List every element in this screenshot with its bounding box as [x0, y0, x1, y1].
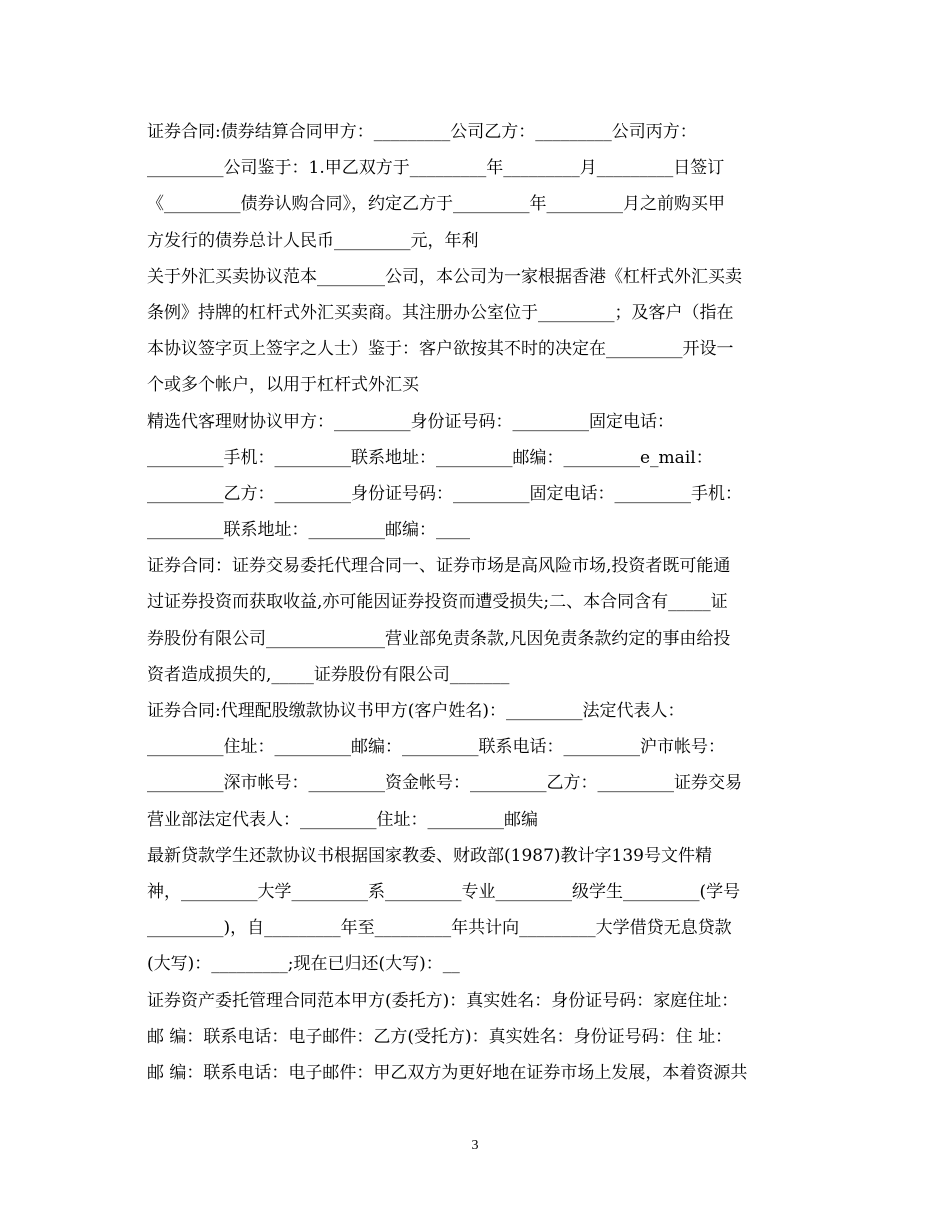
- text-line: _________深市帐号：_________资金帐号：_________乙方：_________证券交易: [147, 773, 742, 794]
- text-line: 《_________债券认购合同》，约定乙方于_________年_________月之前购买甲: [147, 194, 725, 215]
- text-line: 神，_________大学_________系_________专业_________级学生_________(学号: [147, 881, 741, 902]
- text-line: 本协议签字页上签字之人士）鉴于：客户欲按其不时的决定在_________开设一: [147, 339, 734, 360]
- text-line: (大写)：_________;现在已归还(大写)：__: [147, 954, 460, 975]
- text-line: 条例》持牌的杠杆式外汇买卖商。其注册办公室位于_________；及客户（指在: [147, 302, 734, 323]
- text-line: 精选代客理财协议甲方：_________身份证号码：_________固定电话：: [147, 411, 674, 432]
- text-line: 证券合同：证券交易委托代理合同一、证券市场是高风险市场,投资者既可能通: [147, 556, 731, 577]
- text-line: _________)，自_________年至_________年共计向_________大学借贷无息贷款: [147, 918, 732, 939]
- page-number: 3: [471, 1138, 479, 1153]
- text-line: _________公司鉴于：1.甲乙双方于_________年_________月_________日签订: [147, 158, 725, 179]
- text-line: 证券合同:代理配股缴款协议书甲方(客户姓名)：_________法定代表人：: [147, 701, 685, 721]
- text-line: 邮 编：联系电话：电子邮件：甲乙双方为更好地在证券市场上发展，本着资源共: [147, 1062, 748, 1083]
- text-line: _________住址：_________邮编：_________联系电话：_________沪市帐号：: [147, 737, 725, 758]
- text-line: _________联系地址：_________邮编：____: [147, 520, 470, 541]
- text-line: 邮 编：联系电话：电子邮件：乙方(受托方)：真实姓名：身份证号码：住 址：: [147, 1026, 733, 1047]
- text-line: 个或多个帐户，以用于杠杆式外汇买: [147, 375, 419, 396]
- text-line: 最新贷款学生还款协议书根据国家教委、财政部(1987)教计字139号文件精: [147, 845, 712, 866]
- text-line: 券股份有限公司______________营业部免责条款,凡因免责条款约定的事由给投: [147, 628, 731, 649]
- text-line: 方发行的债券总计人民币_________元，年利: [147, 230, 479, 251]
- text-line: 证券资产委托管理合同范本甲方(委托方)：真实姓名：身份证号码：家庭住址：: [147, 990, 739, 1011]
- document-body: [147, 114, 807, 1091]
- text-line: 营业部法定代表人：_________住址：_________邮编: [147, 809, 538, 830]
- text-line: 资者造成损失的,_____证券股份有限公司_______: [147, 664, 510, 685]
- text-line: 证券合同:债券结算合同甲方：_________公司乙方：_________公司丙方：: [147, 122, 697, 142]
- text-line: _________手机：_________联系地址：_________邮编：_________e_mail：: [147, 447, 713, 468]
- text-line: 过证券投资而获取收益,亦可能因证券投资而遭受损失;二、本合同含有_____证: [147, 592, 728, 613]
- text-line: 关于外汇买卖协议范本________公司，本公司为一家根据香港《杠杆式外汇买卖: [147, 266, 742, 287]
- text-line: _________乙方：_________身份证号码：_________固定电话：_________手机：: [147, 483, 742, 504]
